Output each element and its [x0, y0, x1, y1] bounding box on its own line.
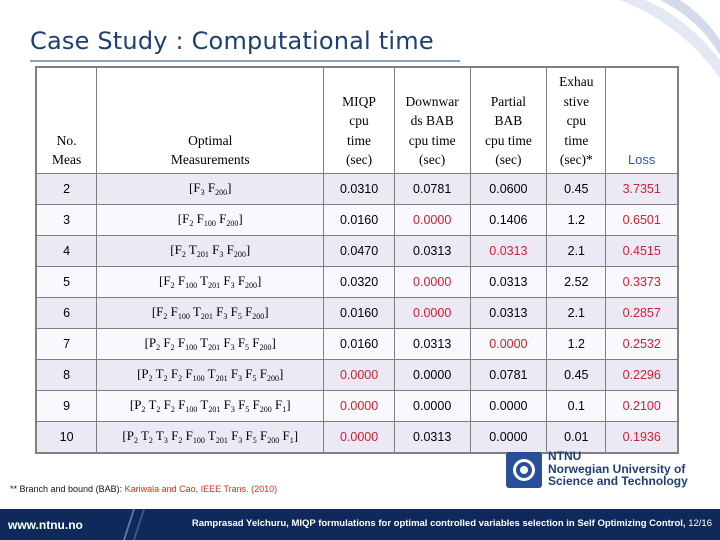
- cell-meas-count: 10: [37, 421, 97, 452]
- cell-loss: 3.7351: [606, 173, 678, 204]
- footer-divider-2: [133, 509, 145, 540]
- cell-exhaustive-time: 1.2: [547, 204, 606, 235]
- footer-bar: [0, 509, 720, 540]
- cell-partial-bab-time: 0.0313: [470, 297, 547, 328]
- cell-optimal-measurements: [$F_2$ $F_{100}$ $F_{200}$]: [97, 204, 324, 235]
- cell-optimal-measurements: [$P_2$ $F_2$ $F_{100}$ $T_{201}$ $F_3$ $F_5$ $F_{200}$]: [97, 328, 324, 359]
- header-miqp-cpu-time: MIQP cpu time (sec): [324, 68, 395, 174]
- cell-meas-count: 8: [37, 359, 97, 390]
- cell-exhaustive-time: 0.45: [547, 173, 606, 204]
- table-row: [37, 297, 678, 328]
- cell-exhaustive-time: 1.2: [547, 328, 606, 359]
- table-row: [37, 421, 678, 452]
- cell-downwards-bab-time: 0.0313: [394, 328, 470, 359]
- cell-meas-count: 5: [37, 266, 97, 297]
- cell-loss: 0.1936: [606, 421, 678, 452]
- cell-partial-bab-time: 0.0000: [470, 421, 547, 452]
- table-row: [37, 204, 678, 235]
- cell-meas-count: 6: [37, 297, 97, 328]
- cell-partial-bab-time: 0.0000: [470, 390, 547, 421]
- header-no-meas: No. Meas: [37, 68, 97, 174]
- cell-loss: 0.2532: [606, 328, 678, 359]
- cell-optimal-measurements: [$P_2$ $T_2$ $F_2$ $F_{100}$ $T_{201}$ $F_3$ $F_5$ $F_{200}$]: [97, 359, 324, 390]
- cell-exhaustive-time: 0.45: [547, 359, 606, 390]
- cell-partial-bab-time: 0.1406: [470, 204, 547, 235]
- cell-exhaustive-time: 2.1: [547, 235, 606, 266]
- cell-miqp-time: 0.0310: [324, 173, 395, 204]
- cell-downwards-bab-time: 0.0000: [394, 359, 470, 390]
- cell-exhaustive-time: 2.1: [547, 297, 606, 328]
- header-exhaustive-cpu-time: Exhau stive cpu time (sec)*: [547, 68, 606, 174]
- table-row: [37, 173, 678, 204]
- cell-downwards-bab-time: 0.0313: [394, 235, 470, 266]
- table-row: [37, 359, 678, 390]
- cell-exhaustive-time: 0.01: [547, 421, 606, 452]
- cell-miqp-time: 0.0160: [324, 328, 395, 359]
- ntnu-logo-icon: [506, 452, 542, 488]
- header-partial-bab-cpu-time: Partial BAB cpu time (sec): [470, 68, 547, 174]
- cell-loss: 0.4515: [606, 235, 678, 266]
- slide-title: Case Study : Computational time: [30, 27, 434, 55]
- cell-downwards-bab-time: 0.0000: [394, 297, 470, 328]
- table-row: [37, 266, 678, 297]
- logo-line2: Science and Technology: [548, 474, 688, 488]
- cell-optimal-measurements: [$F_2$ $F_{100}$ $T_{201}$ $F_3$ $F_{200}$]: [97, 266, 324, 297]
- cell-meas-count: 2: [37, 173, 97, 204]
- table-body: [37, 173, 678, 452]
- cell-downwards-bab-time: 0.0781: [394, 173, 470, 204]
- logo-line1: Norwegian University of: [548, 461, 686, 476]
- table-row: [37, 235, 678, 266]
- cell-miqp-time: 0.0320: [324, 266, 395, 297]
- cell-partial-bab-time: 0.0600: [470, 173, 547, 204]
- cell-downwards-bab-time: 0.0000: [394, 204, 470, 235]
- footer-credit: [192, 518, 712, 529]
- table-row: [37, 328, 678, 359]
- logo-abbr: NTNU: [548, 449, 582, 463]
- cell-optimal-measurements: [$F_2$ $F_{100}$ $T_{201}$ $F_3$ $F_5$ $F_{200}$]: [97, 297, 324, 328]
- cell-optimal-measurements: [$F_3$ $F_{200}$]: [97, 173, 324, 204]
- cell-downwards-bab-time: 0.0000: [394, 390, 470, 421]
- cell-optimal-measurements: [$P_2$ $T_2$ $F_2$ $F_{100}$ $T_{201}$ $F_3$ $F_5$ $F_{200}$ $F_1$]: [97, 390, 324, 421]
- footer-url[interactable]: www.ntnu.no: [8, 518, 83, 532]
- cell-optimal-measurements: [$P_2$ $T_2$ $T_3$ $F_2$ $F_{100}$ $T_{201}$ $F_3$ $F_5$ $F_{200}$ $F_1$]: [97, 421, 324, 452]
- cell-loss: 0.2100: [606, 390, 678, 421]
- footnote-citation: Kariwala and Cao, IEEE Trans. (2010): [124, 484, 278, 494]
- ntnu-logo: [506, 450, 696, 494]
- cell-optimal-measurements: [$F_2$ $T_{201}$ $F_3$ $F_{200}$]: [97, 235, 324, 266]
- cell-miqp-time: 0.0000: [324, 421, 395, 452]
- cell-miqp-time: 0.0000: [324, 390, 395, 421]
- header-loss: Loss: [606, 68, 678, 174]
- table-header-row: [37, 68, 678, 174]
- cell-exhaustive-time: 0.1: [547, 390, 606, 421]
- table-row: [37, 390, 678, 421]
- footnote-prefix: ** Branch and bound (BAB):: [10, 484, 125, 494]
- cell-miqp-time: 0.0160: [324, 297, 395, 328]
- cell-meas-count: 7: [37, 328, 97, 359]
- cell-partial-bab-time: 0.0313: [470, 266, 547, 297]
- cell-miqp-time: 0.0000: [324, 359, 395, 390]
- ntnu-logo-text: [548, 450, 688, 488]
- header-downwards-bab-cpu-time: Downwar ds BAB cpu time (sec): [394, 68, 470, 174]
- cell-loss: 0.3373: [606, 266, 678, 297]
- footer-credit-text: Ramprasad Yelchuru, MIQP formulations for optimal controlled variables selection in Self Optimizing Control,: [191, 518, 686, 529]
- cell-meas-count: 9: [37, 390, 97, 421]
- title-underline: [30, 60, 460, 62]
- cell-meas-count: 4: [37, 235, 97, 266]
- cell-partial-bab-time: 0.0313: [470, 235, 547, 266]
- cell-exhaustive-time: 2.52: [547, 266, 606, 297]
- cell-partial-bab-time: 0.0000: [470, 328, 547, 359]
- cell-downwards-bab-time: 0.0313: [394, 421, 470, 452]
- computational-time-table: [35, 66, 679, 454]
- cell-loss: 0.6501: [606, 204, 678, 235]
- cell-loss: 0.2296: [606, 359, 678, 390]
- cell-loss: 0.2857: [606, 297, 678, 328]
- cell-partial-bab-time: 0.0781: [470, 359, 547, 390]
- cell-meas-count: 3: [37, 204, 97, 235]
- cell-downwards-bab-time: 0.0000: [394, 266, 470, 297]
- cell-miqp-time: 0.0160: [324, 204, 395, 235]
- page-number: 12/16: [685, 518, 712, 529]
- footnote: [10, 484, 277, 494]
- header-optimal-measurements: Optimal Measurements: [97, 68, 324, 174]
- cell-miqp-time: 0.0470: [324, 235, 395, 266]
